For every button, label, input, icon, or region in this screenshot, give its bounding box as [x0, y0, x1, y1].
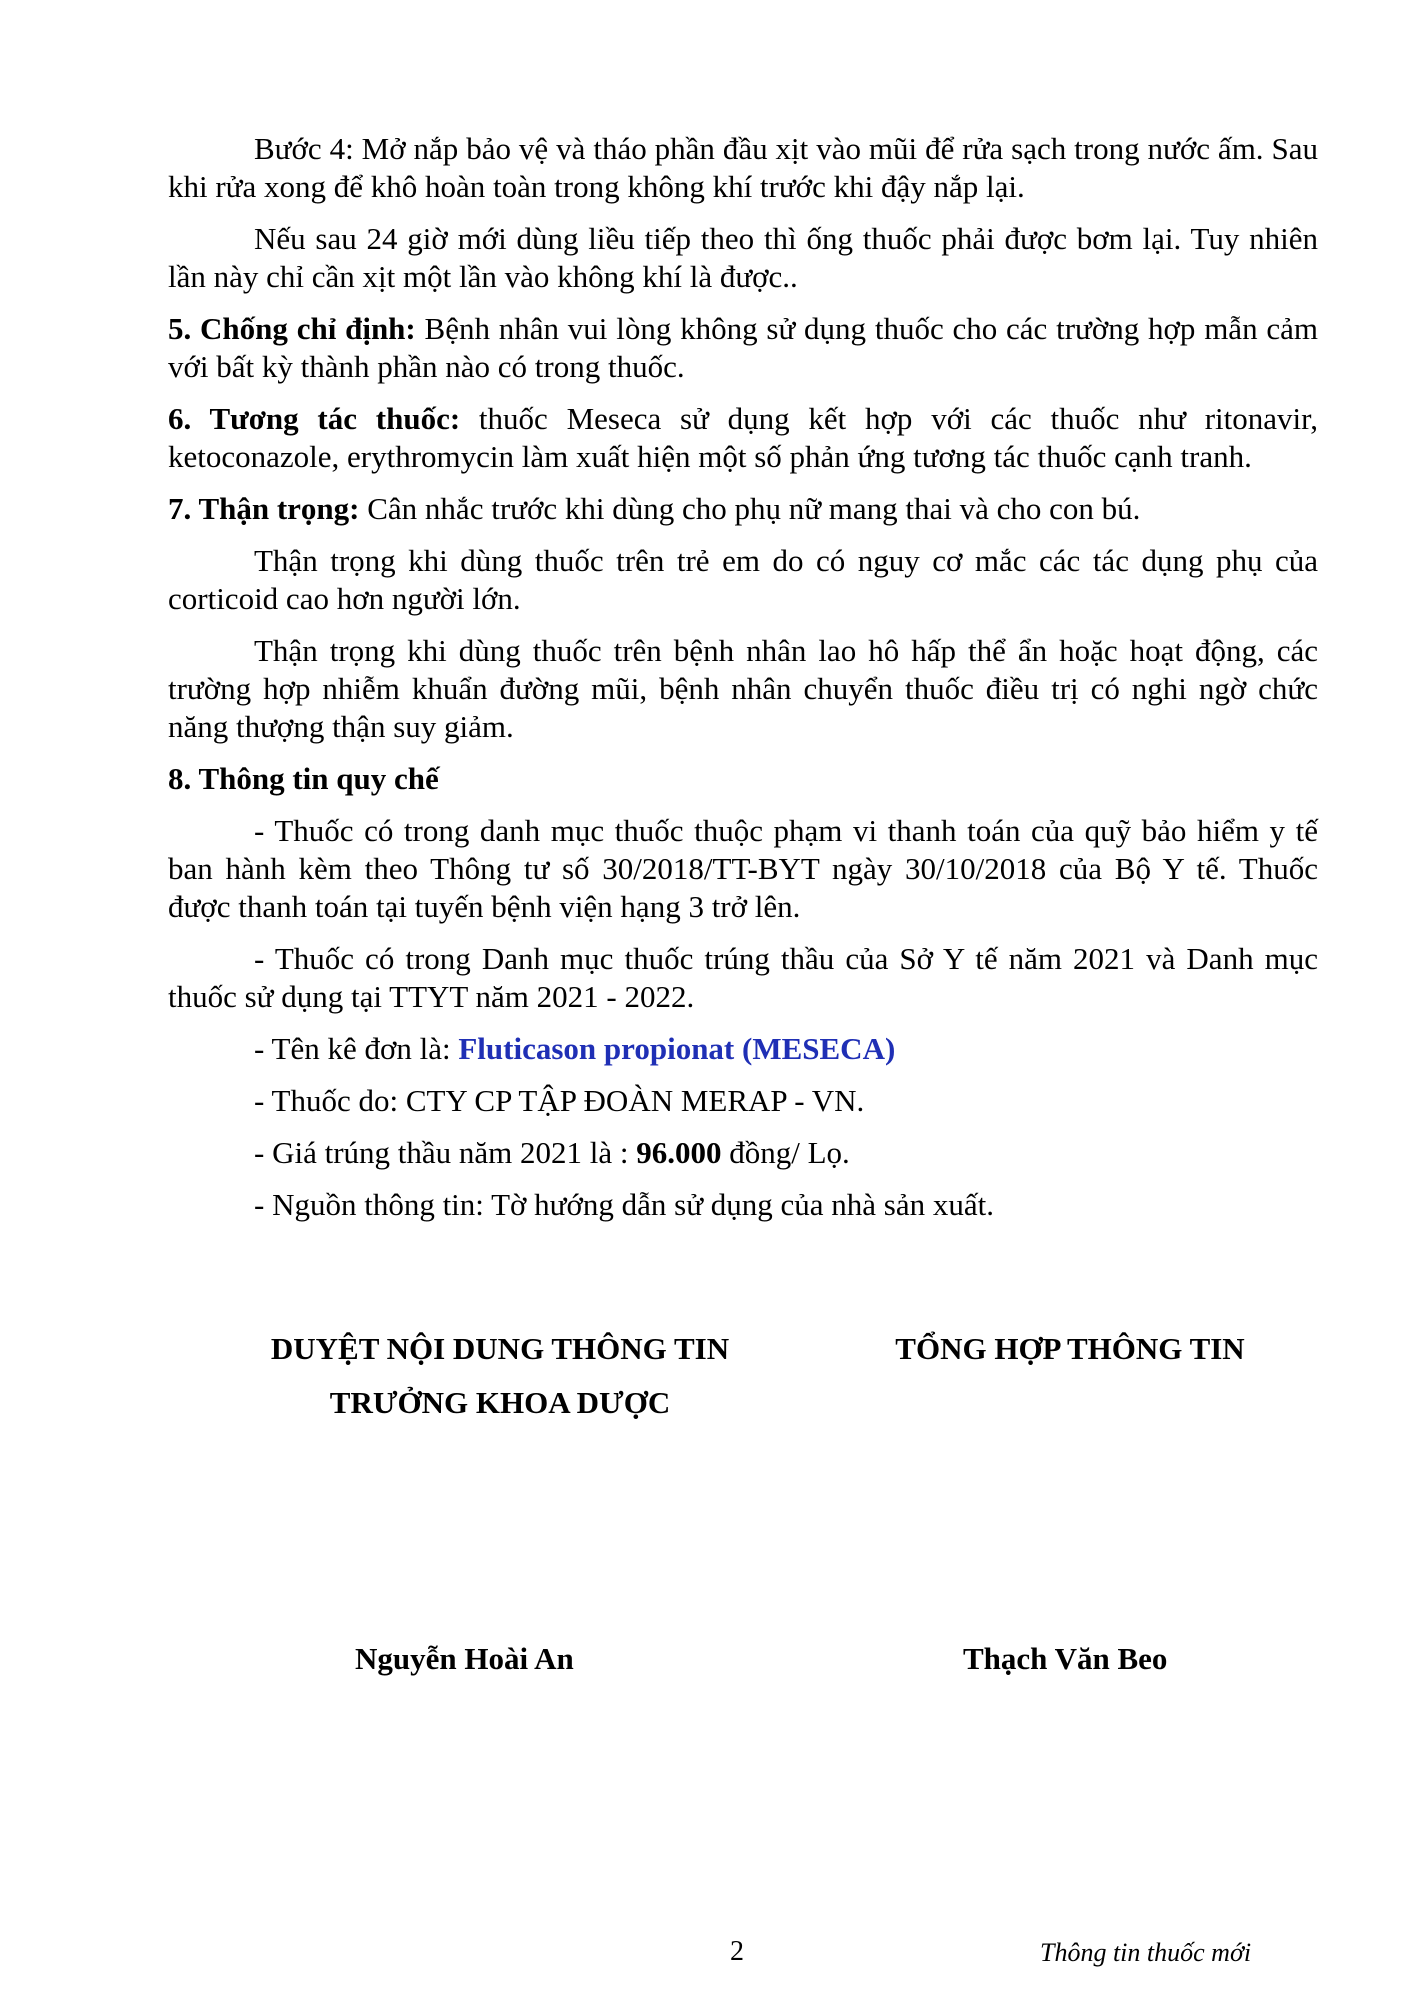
approver-title-line-2: TRƯỞNG KHOA DƯỢC — [329, 1385, 671, 1420]
prescription-label: - Tên kê đơn là: — [254, 1031, 459, 1066]
approver-name: Nguyễn Hoài An — [355, 1641, 574, 1676]
approver-title-line-1: DUYỆT NỘI DUNG THÔNG TIN — [270, 1331, 730, 1366]
insurance-bullet: - Thuốc có trong danh mục thuốc thuộc phạm vi thanh toán của quỹ bảo hiểm y tế ban hành kèm theo Thông tư số 30/2018/TT-BYT ngày 30/10/2018 của Bộ Y tế. Thuốc được thanh toán tại tuyến bệnh viện hạng 3 trở lên. — [168, 813, 1318, 924]
interaction-heading: 6. Tương tác thuốc: — [168, 401, 461, 436]
contraindication-text: Bệnh nhân vui lòng không sử dụng thuốc cho các trường hợp mẫn cảm với bất kỳ thành phần nào có trong thuốc. — [168, 311, 1318, 384]
caution-tb-paragraph: Thận trọng khi dùng thuốc trên bệnh nhân lao hô hấp thể ẩn hoặc hoạt động, các trường hợp nhiễm khuẩn đường mũi, bệnh nhân chuyển thuốc điều trị có nghi ngờ chức năng thượng thận suy giảm. — [168, 633, 1318, 744]
caution-paragraph — [168, 490, 1318, 528]
after-24h-paragraph: Nếu sau 24 giờ mới dùng liều tiếp theo thì ống thuốc phải được bơm lại. Tuy nhiên lần này chỉ cần xịt một lần vào không khí là được.. — [168, 221, 1318, 294]
footer-document-title: Thông tin thuốc mới — [1040, 1938, 1252, 1967]
approver-signature-block — [240, 1322, 760, 1430]
interaction-text: thuốc Meseca sử dụng kết hợp với các thuốc như ritonavir, ketoconazole, erythromycin làm xuất hiện một số phản ứng tương tác thuốc cạnh tranh. — [168, 401, 1318, 474]
manufacturer-bullet: - Thuốc do: CTY CP TẬP ĐOÀN MERAP - VN. — [254, 1083, 865, 1118]
contraindication-heading: 5. Chống chỉ định: — [168, 311, 416, 346]
compiler-name: Thạch Văn Beo — [963, 1641, 1168, 1676]
contraindication-paragraph — [168, 310, 1318, 386]
price-bullet — [254, 1134, 1318, 1172]
interaction-paragraph — [168, 400, 1318, 476]
price-label: - Giá trúng thầu năm 2021 là : — [254, 1135, 637, 1170]
caution-text: Cân nhắc trước khi dùng cho phụ nữ mang thai và cho con bú. — [359, 491, 1141, 526]
compiler-signature-block — [860, 1322, 1280, 1376]
tender-list-bullet: - Thuốc có trong Danh mục thuốc trúng thầu của Sở Y tế năm 2021 và Danh mục thuốc sử dụng tại TTYT năm 2021 - 2022. — [168, 941, 1318, 1014]
regulation-heading: 8. Thông tin quy chế — [168, 761, 439, 796]
page-number: 2 — [730, 1936, 744, 1967]
price-value: 96.000 — [636, 1135, 722, 1170]
prescription-bullet — [254, 1030, 1318, 1068]
caution-children-paragraph: Thận trọng khi dùng thuốc trên trẻ em do có nguy cơ mắc các tác dụng phụ của corticoid cao hơn người lớn. — [168, 543, 1318, 616]
step-4-paragraph: Bước 4: Mở nắp bảo vệ và tháo phần đầu xịt vào mũi để rửa sạch trong nước ấm. Sau khi rửa xong để khô hoàn toàn trong không khí trước khi đậy nắp lại. — [168, 131, 1318, 204]
source-bullet: - Nguồn thông tin: Tờ hướng dẫn sử dụng của nhà sản xuất. — [254, 1187, 994, 1222]
document-body — [168, 130, 1318, 1238]
caution-heading: 7. Thận trọng: — [168, 491, 360, 526]
prescription-drug-name: Fluticason propionat (MESECA) — [458, 1031, 896, 1066]
compiler-title: TỔNG HỢP THÔNG TIN — [895, 1331, 1245, 1366]
price-unit: đồng/ Lọ. — [721, 1135, 850, 1170]
